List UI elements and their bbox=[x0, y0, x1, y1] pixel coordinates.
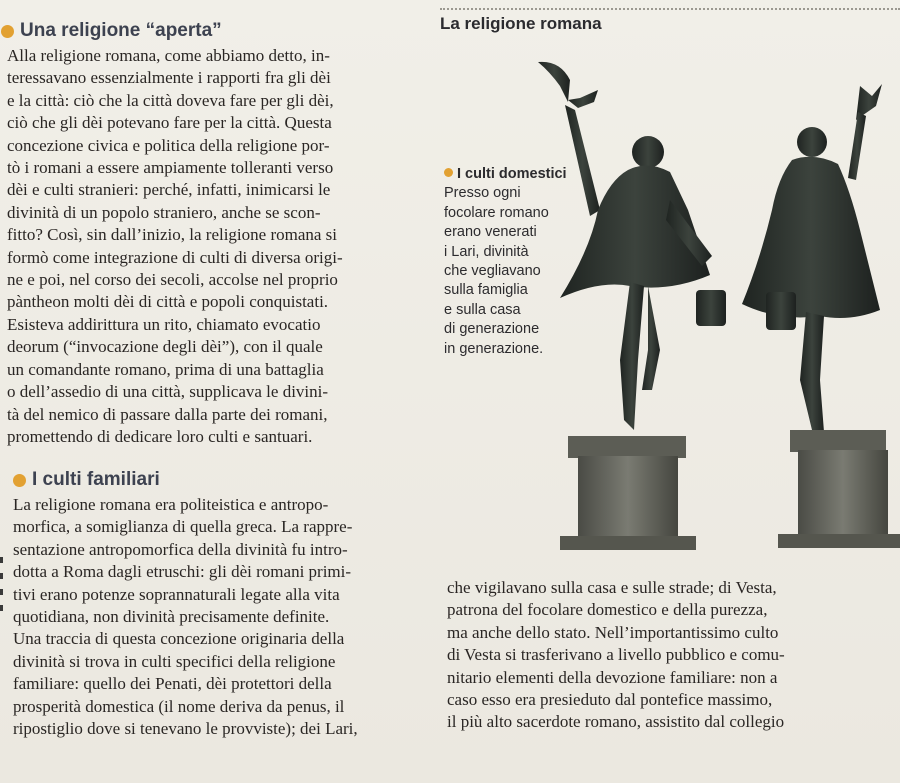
body-line: tò i romani a essere ampiamente tolleranti verso bbox=[7, 158, 334, 178]
section1-body bbox=[7, 45, 430, 448]
caption-line: sulla famiglia bbox=[444, 282, 528, 299]
caption-line: e sulla casa bbox=[444, 301, 521, 318]
body-line: ciò che gli dèi potevano fare per la città. Questa bbox=[7, 113, 332, 133]
body-line: prosperità domestica (il nome deriva da penus, il bbox=[13, 696, 345, 716]
caption-line: di generazione bbox=[444, 321, 540, 338]
caption-line: che vegliavano bbox=[444, 263, 541, 280]
body-line: patrona del focolare domestico e della purezza, bbox=[447, 600, 768, 620]
caption-line: erano venerati bbox=[444, 224, 537, 241]
body-line: dèi e culti stranieri: perché, infatti, inimicarsi le bbox=[7, 180, 331, 200]
body-line: concezione civica e politica della religione por- bbox=[7, 135, 330, 155]
section-title-religione-aperta: Una religione “aperta” bbox=[20, 20, 222, 41]
body-line: deorum (“invocazione degli dèi”), con il quale bbox=[7, 337, 323, 357]
section-title-culti-familiari: I culti familiari bbox=[32, 469, 160, 490]
caption-line: i Lari, divinità bbox=[444, 243, 529, 260]
body-line: Alla religione romana, come abbiamo detto, in- bbox=[7, 46, 330, 65]
body-line: La religione romana era politeistica e antropo- bbox=[13, 495, 329, 514]
sidebar-dotted-rule bbox=[440, 8, 900, 10]
section-bullet-icon bbox=[13, 474, 26, 487]
body-line: sentazione antropomorfica della divinità fu intro- bbox=[13, 539, 348, 559]
body-line: il più alto sacerdote romano, assistito dal collegio bbox=[447, 712, 785, 732]
body-line: e la città: ciò che la città doveva fare per gli dèi, bbox=[7, 90, 334, 110]
page-margin-marks bbox=[0, 555, 6, 625]
caption-line: Presso ogni bbox=[444, 185, 521, 202]
caption-line: focolare romano bbox=[444, 204, 549, 221]
sidebar-title: La religione romana bbox=[440, 14, 602, 33]
lar-statue-right bbox=[742, 84, 900, 548]
body-line: un comandante romano, prima di una battaglia bbox=[7, 359, 324, 379]
caption-line: in generazione. bbox=[444, 340, 544, 357]
body-line: tà del nemico di passare dalla parte dei romani, bbox=[7, 404, 328, 424]
caption-title: I culti domestici bbox=[457, 166, 567, 182]
body-line: pàntheon molti dèi di città e popoli conquistati. bbox=[7, 292, 329, 312]
body-line: o dell’assedio di una città, supplicava le divini- bbox=[7, 382, 329, 402]
section2-body-right bbox=[447, 577, 851, 734]
body-line: nitario elementi della devozione familiare: non a bbox=[447, 667, 778, 687]
body-line: che vigilavano sulla casa e sulle strade; di Vesta, bbox=[447, 578, 777, 597]
body-line: dotta a Roma dagli etruschi: gli dèi romani primi- bbox=[13, 562, 352, 582]
body-line: fitto? Così, sin dall’inizio, la religione romana si bbox=[7, 225, 338, 245]
body-line: divinità si trova in culti specifici della religione bbox=[13, 651, 336, 671]
caption-bullet-icon bbox=[444, 168, 453, 177]
body-line: morfica, a somiglianza di quella greca. La rappre- bbox=[13, 517, 353, 537]
body-line: tivi erano potenze soprannaturali legate alla vita bbox=[13, 584, 340, 604]
body-line: ripostiglio dove si tenevano le provviste); dei Lari, bbox=[13, 719, 358, 739]
section2-body-left bbox=[13, 494, 431, 740]
body-line: divinità di un popolo straniero, anche se scon- bbox=[7, 202, 321, 222]
section-bullet-icon bbox=[1, 25, 14, 38]
body-line: familiare: quello dei Penati, dèi protettori della bbox=[13, 674, 332, 694]
body-line: ma anche dello stato. Nell’importantissimo culto bbox=[447, 622, 779, 642]
body-line: ne e poi, nel corso dei secoli, accolse nel proprio bbox=[7, 270, 338, 290]
body-line: di Vesta si trasferivano a livello pubblico e comu- bbox=[447, 645, 785, 665]
body-line: caso esso era presieduto dal pontefice massimo, bbox=[447, 690, 773, 710]
body-line: formò come integrazione di culti di diversa origi- bbox=[7, 247, 343, 267]
image-caption bbox=[444, 165, 567, 359]
body-line: Una traccia di questa concezione originaria della bbox=[13, 629, 345, 649]
body-line: teressavano essenzialmente i rapporti fra gli dèi bbox=[7, 68, 331, 88]
lares-statuettes-image bbox=[520, 60, 900, 560]
body-line: promettendo di dedicare loro culti e santuari. bbox=[7, 426, 313, 446]
body-line: Esisteva addirittura un rito, chiamato evocatio bbox=[7, 314, 321, 334]
body-line: quotidiana, non divinità precisamente definite. bbox=[13, 607, 330, 627]
